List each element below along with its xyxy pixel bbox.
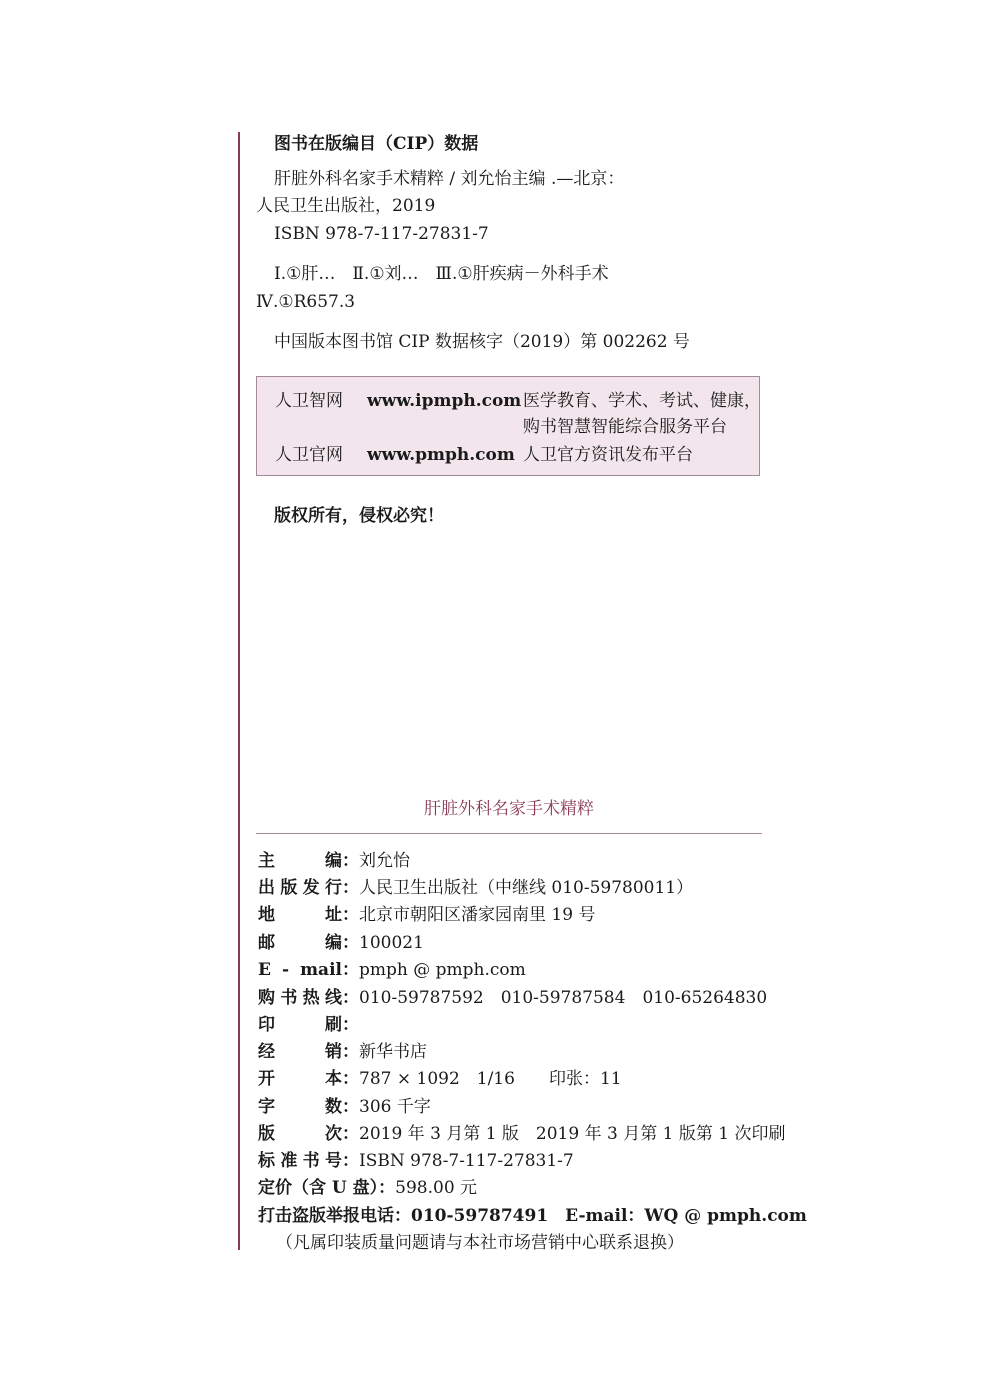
quality-note: （凡属印装质量问题请与本社市场营销中心联系退换） bbox=[276, 1233, 684, 1253]
site-desc-ipmph-2: 购书智慧智能综合服务平台 bbox=[523, 417, 727, 437]
colophon-divider bbox=[256, 833, 762, 834]
copyright-notice: 版权所有，侵权必究！ bbox=[274, 506, 444, 526]
cip-line-publisher: 人民卫生出版社，2019 bbox=[256, 196, 436, 216]
colophon-value: 新华书店 bbox=[359, 1042, 427, 1062]
colophon-value: 010-59787592 010-59787584 010-65264830 bbox=[359, 988, 768, 1008]
colophon-value: 787 × 1092 1/16 印张：11 bbox=[359, 1069, 622, 1089]
cip-line-class-number: Ⅳ.①R657.3 bbox=[256, 292, 356, 312]
site-name-pmph: 人卫官网 bbox=[275, 445, 343, 465]
cip-line-title: 肝脏外科名家手术精粹 / 刘允怡主编 .—北京： bbox=[274, 169, 625, 189]
colophon-label: 版次 bbox=[258, 1124, 342, 1144]
cip-heading: 图书在版编目（CIP）数据 bbox=[274, 134, 479, 154]
colophon-label: 标准书号 bbox=[258, 1151, 342, 1171]
colophon-row-printer: 印刷： bbox=[258, 1015, 359, 1035]
colophon-row-email: E - mail：pmph @ pmph.com bbox=[258, 960, 526, 980]
colophon-value: ISBN 978-7-117-27831-7 bbox=[359, 1151, 574, 1171]
colophon-value[interactable]: pmph @ pmph.com bbox=[359, 960, 526, 980]
colophon-row-editor: 主编：刘允怡 bbox=[258, 851, 410, 871]
colophon-label: 地址 bbox=[258, 905, 342, 925]
colophon-value: 100021 bbox=[359, 933, 424, 953]
colophon-book-title: 肝脏外科名家手术精粹 bbox=[424, 799, 594, 819]
colophon-row-format: 开本：787 × 1092 1/16 印张：11 bbox=[258, 1069, 622, 1089]
colophon-label: 印刷 bbox=[258, 1015, 342, 1035]
colophon-label: E - mail bbox=[258, 960, 342, 980]
colophon-value: 刘允怡 bbox=[359, 851, 410, 871]
colophon-row-edition: 版次：2019 年 3 月第 1 版 2019 年 3 月第 1 版第 1 次印刷 bbox=[258, 1124, 786, 1144]
colophon-row-word-count: 字数：306 千字 bbox=[258, 1097, 431, 1117]
colophon-label: 开本 bbox=[258, 1069, 342, 1089]
colophon-label: 出版发行 bbox=[258, 878, 342, 898]
colophon-label: 主编 bbox=[258, 851, 342, 871]
colophon-value: 人民卫生出版社（中继线 010-59780011） bbox=[359, 878, 694, 898]
site-url-pmph[interactable]: www.pmph.com bbox=[367, 445, 515, 465]
colophon-value: 306 千字 bbox=[359, 1097, 431, 1117]
price-label: 定价（含 U 盘）： bbox=[258, 1178, 396, 1198]
site-name-ipmph: 人卫智网 bbox=[275, 391, 343, 411]
cip-line-record-number: 中国版本图书馆 CIP 数据核字（2019）第 002262 号 bbox=[274, 332, 690, 352]
cip-line-isbn: ISBN 978-7-117-27831-7 bbox=[274, 224, 489, 244]
colophon-label: 购书热线 bbox=[258, 988, 342, 1008]
site-desc-pmph: 人卫官方资讯发布平台 bbox=[523, 445, 693, 465]
site-desc-ipmph-1: 医学教育、学术、考试、健康， bbox=[523, 391, 761, 411]
colophon-row-isbn: 标准书号：ISBN 978-7-117-27831-7 bbox=[258, 1151, 574, 1171]
price-value: 598.00 元 bbox=[395, 1178, 478, 1198]
anti-piracy-line: 打击盗版举报电话：010-59787491 E-mail：WQ @ pmph.com bbox=[258, 1206, 807, 1226]
colophon-value: 北京市朝阳区潘家园南里 19 号 bbox=[359, 905, 596, 925]
colophon-label: 字数 bbox=[258, 1097, 342, 1117]
colophon-label: 经销 bbox=[258, 1042, 342, 1062]
colophon-row-hotline: 购书热线：010-59787592 010-59787584 010-65264830 bbox=[258, 988, 768, 1008]
colophon-value: 2019 年 3 月第 1 版 2019 年 3 月第 1 版第 1 次印刷 bbox=[359, 1124, 786, 1144]
colophon-label: 邮编 bbox=[258, 933, 342, 953]
colophon-row-publisher: 出版发行：人民卫生出版社（中继线 010-59780011） bbox=[258, 878, 694, 898]
colophon-row-price bbox=[258, 1177, 477, 1199]
site-url-ipmph[interactable]: www.ipmph.com bbox=[367, 391, 522, 411]
colophon-row-postcode: 邮编：100021 bbox=[258, 933, 424, 953]
website-info-box bbox=[256, 376, 760, 476]
colophon-row-distributor: 经销：新华书店 bbox=[258, 1042, 427, 1062]
margin-rule bbox=[238, 132, 240, 1250]
cip-line-classification: Ⅰ.①肝… Ⅱ.①刘… Ⅲ.①肝疾病－外科手术 bbox=[274, 264, 609, 284]
colophon-row-address: 地址：北京市朝阳区潘家园南里 19 号 bbox=[258, 905, 596, 925]
